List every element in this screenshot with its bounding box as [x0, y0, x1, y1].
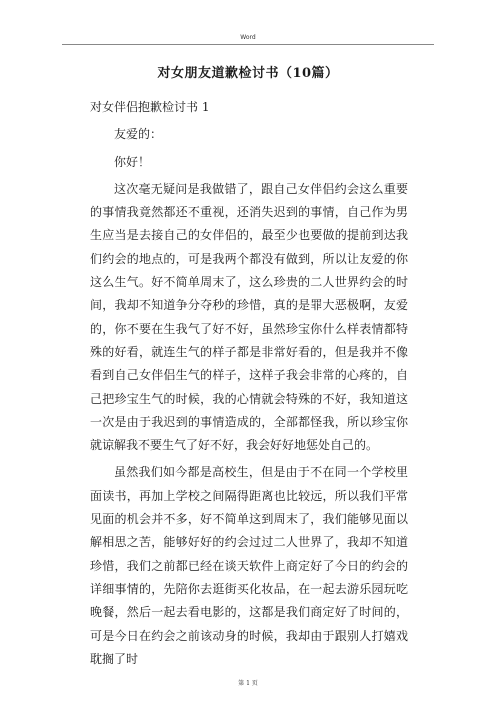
- page-header: [0, 0, 496, 46]
- document-subtitle: 对女伴侣抱歉检讨书 1: [90, 100, 210, 114]
- greeting-hello: 你好！: [114, 154, 151, 169]
- body-paragraph-2: 虽然我们如今都是高校生，但是由于不在同一个学校里面读书，再加上学校之间隔得距离也比较远，所以我们平常见面的机会并不多，好不简单这到周末了，我们能够见面以解相思之苦，能够好好的约会过过二人世界了，我却不知道珍惜，我们之前都已经在谈天软件上商定好了今日的约会的详细事情的，先陪你去逛街买化妆品，在一起去游乐园玩吃晚餐，然后一起去看电影的，这都是我们商定好了时间的，可是今日在约会之前该动身的时候，我却由于跟别人打嬉戏耽搁了时: [90, 465, 408, 666]
- document-title: 对女朋友道歉检讨书（10篇）: [157, 66, 339, 81]
- body-paragraph-1: 这次毫无疑问是我做错了，跟自己女伴侣约会这么重要的事情我竟然都还不重视，还消失迟到的事情，自己作为男生应当是去接自己的女伴侣的，最至少也要做的提前到达我们约会的地点的，可是我两个都没有做到，所以让友爱的你这么生气。好不简单周末了，这么珍贵的二人世界约会的时间，我却不知道争分夺秒的珍惜，真的是罪大恶极啊，友爱的，你不要在生我气了好不好，虽然珍宝你什么样表情都特殊的好看，就连生气的样子都是非常好看的，但是我并不像看到自己女伴侣生气的样子，这样子我会非常的心疼的，自己把珍宝生气的时候，我的心情就会特殊的不好，我知道这一次是由于我迟到的事情造成的，全部都怪我，所以珍宝你就谅解我不要生气了好不好，我会好好地惩处自己的。: [90, 181, 408, 453]
- greeting-salutation: 友爱的：: [114, 127, 163, 142]
- header-divider: [62, 44, 434, 45]
- page-number: 第 1 页: [238, 680, 258, 687]
- header-app-label: Word: [240, 34, 256, 41]
- document-body: [90, 96, 408, 671]
